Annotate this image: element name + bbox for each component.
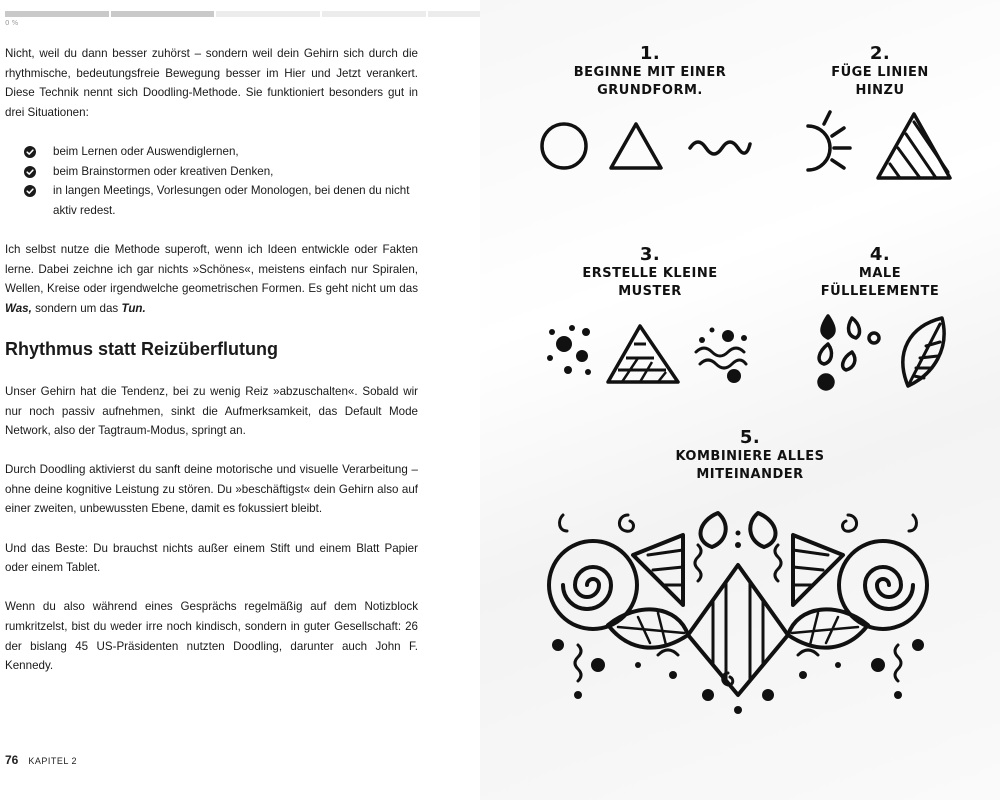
step-1-shapes [540, 120, 760, 175]
step-4-text: MALE FÜLLELEMENTE [820, 266, 940, 299]
check-circle-icon [24, 166, 36, 178]
half-sun-shape [808, 126, 830, 170]
paragraph-intro: Nicht, weil du dann besser zuhörst – sondern weil dein Gehirn sich durch die rhythmische, bedeutungsfreie Bewegung besser im Hier und Jetzt verankert. Diese Technik nennt sich Doodling-Methode. Sie funktioniert besonders gut in drei Situationen: [5, 47, 418, 119]
step-4-fill-elements [812, 312, 957, 392]
step-5-title [650, 428, 850, 484]
right-triangles [793, 535, 843, 605]
step-1-number: 1. [639, 43, 661, 64]
step-4-title [805, 245, 955, 301]
drop-outline [849, 318, 860, 338]
emphasis-was: Was, [5, 301, 32, 315]
paragraph-method-mid: sondern um das [31, 301, 122, 315]
paragraph-method-text: Ich selbst nutze die Methode superoft, wenn ich Ideen entwickle oder Fakten lerne. Dabei zeichne ich gar nichts »Schönes«, meistens einfach nur Spiralen, Wellen, Kreise oder irgendwelche geometrischen Formen. Es geht nicht um das [5, 242, 418, 296]
triangle-stripes [890, 122, 948, 178]
circle-shape [542, 124, 586, 168]
progress-segment-filled [111, 11, 215, 17]
ornament-dots [552, 531, 924, 715]
wave-dots-pattern [696, 328, 747, 384]
list-item [5, 162, 418, 182]
seed-shape-2 [843, 352, 855, 370]
combined-ornament [538, 505, 938, 715]
triangle-shape [611, 124, 661, 168]
step-5-text: KOMBINIERE ALLES MITEINANDER [675, 449, 825, 482]
ornament-swirls [560, 515, 917, 685]
progress-segment [216, 11, 320, 17]
step-3-title [560, 245, 740, 301]
list-item [5, 142, 418, 162]
list-item-text: beim Lernen oder Auswendiglernen, [53, 144, 239, 158]
paragraph-presidents: Wenn du also während eines Gesprächs regelmäßig auf dem Notizblock rumkritzelst, bist du weder irre noch kindisch, sondern in guter Gesellschaft: 26 der bislang 45 US-Präsidenten nutzten Doodling, darunter auch John F. Kennedy. [5, 600, 418, 673]
paragraph-doodling: Durch Doodling aktivierst du sanft deine motorische und visuelle Verarbeitung – ohne deine kognitive Leistung zu stören. Du »beschäftigst« dein Gehirn also auf einer zweiten, unbewussten Ebene, damit es fokussiert bleibt. [5, 463, 418, 516]
patterned-triangle [608, 326, 678, 382]
progress-segment [322, 11, 426, 17]
step-1-text: BEGINNE MIT EINER GRUNDFORM. [573, 65, 727, 98]
section-heading: Rhythmus statt Reizüberflutung [5, 338, 278, 359]
progress-start-label: 0 % [5, 19, 19, 27]
filled-dot [819, 375, 833, 389]
drop-shape [822, 316, 834, 338]
step-3-number: 3. [639, 244, 661, 265]
check-circle-icon [24, 185, 36, 197]
paragraph-tools: Und das Beste: Du brauchst nichts außer einem Stift und einem Blatt Papier oder einem Tablet. [5, 541, 418, 575]
step-2-text: FÜGE LINIEN HINZU [831, 65, 929, 98]
right-page-illustration [480, 0, 1000, 800]
left-triangles [633, 535, 683, 605]
step-2-title [810, 44, 950, 100]
running-head-left: KAPITEL 2 [28, 756, 78, 766]
progress-segment-filled [5, 11, 109, 17]
footer-left [5, 753, 77, 767]
left-page [5, 44, 418, 695]
dot-cluster [547, 325, 591, 375]
check-circle-icon [24, 146, 36, 158]
step-2-shapes [802, 108, 962, 183]
list-item-text: beim Brainstormen oder kreativen Denken, [53, 164, 274, 178]
page-number-left: 76 [5, 753, 19, 767]
step-2-number: 2. [869, 43, 891, 64]
situation-list [5, 142, 418, 220]
step-4-number: 4. [869, 244, 891, 265]
wave-shape [690, 142, 750, 154]
list-item-text: in langen Meetings, Vorlesungen oder Monologen, bei denen du nicht aktiv redest. [53, 184, 410, 217]
seed-shape [819, 344, 831, 364]
paragraph-brain: Unser Gehirn hat die Tendenz, bei zu wenig Reiz »abzuschalten«. Sobald wir nur noch passiv aufnehmen, sinkt die Aufmerksamkeit, das Default Mode Network, also der Tagtraum-Modus, springt an. [5, 384, 418, 438]
emphasis-tun: Tun. [121, 301, 146, 315]
step-5-number: 5. [739, 427, 761, 448]
step-1-title [560, 44, 740, 100]
step-3-text: ERSTELLE KLEINE MUSTER [582, 266, 718, 299]
list-item [5, 181, 418, 220]
center-diamond [688, 565, 788, 695]
paragraph-method [5, 240, 418, 318]
step-3-patterns [542, 322, 762, 387]
small-circle-outline [869, 333, 879, 343]
